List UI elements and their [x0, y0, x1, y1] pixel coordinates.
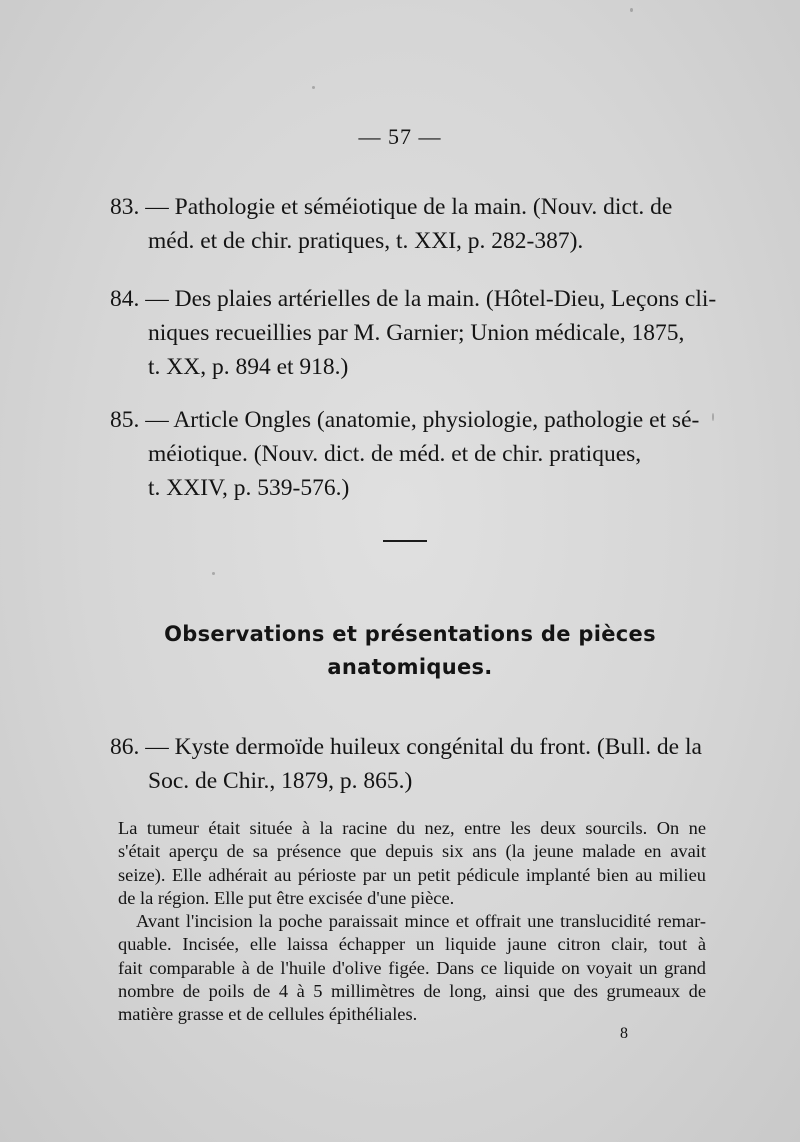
bibliography-entry-84	[110, 282, 717, 384]
scan-speck	[712, 413, 714, 421]
scan-speck	[312, 86, 315, 89]
body-line: seize). Elle adhérait au périoste par un petit pédicule implanté bien au milieu	[118, 864, 706, 885]
scan-speck	[212, 572, 215, 575]
entry-line: méiotique. (Nouv. dict. de méd. et de chir. pratiques,	[148, 441, 642, 467]
body-line: matière grasse et de cellules épithéliales.	[118, 1004, 418, 1025]
body-line: Avant l'incision la poche paraissait mince et offrait une translucidité remar-	[136, 911, 706, 932]
page-number: — 57 —	[358, 124, 442, 149]
section-heading	[120, 618, 700, 684]
body-line: fait comparable à de l'huile d'olive figée. Dans ce liquide on voyait un grand	[118, 957, 706, 978]
entry-line: 83. — Pathologie et séméiotique de la main. (Nouv. dict. de	[110, 194, 673, 220]
body-line: La tumeur était située à la racine du nez, entre les deux sourcils. On ne	[118, 818, 706, 838]
body-line: nombre de poils de 4 à 5 millimètres de long, ainsi que des grumeaux de	[118, 981, 706, 1002]
bibliography-entry-86	[110, 730, 700, 798]
section-heading-line: anatomiques.	[327, 655, 493, 679]
entry-line: 85. — Article Ongles (anatomie, physiologie, pathologie et sé-	[110, 407, 700, 433]
entry-line: niques recueillies par M. Garnier; Union médicale, 1875,	[148, 320, 685, 346]
entry-line: méd. et de chir. pratiques, t. XXI, p. 282-387).	[148, 228, 584, 254]
entry-line: t. XX, p. 894 et 918.)	[148, 354, 349, 380]
entry-line: 84. — Des plaies artérielles de la main. (Hôtel-Dieu, Leçons cli-	[110, 286, 717, 312]
bibliography-entry-85	[110, 403, 700, 505]
entry-line: Soc. de Chir., 1879, p. 865.)	[148, 768, 413, 794]
body-line: quable. Incisée, elle laissa échapper un liquide jaune citron clair, tout à	[118, 934, 706, 955]
body-line: s'était aperçu de sa présence que depuis six ans (la jeune malade en avait	[118, 841, 706, 862]
entry-line: t. XXIV, p. 539-576.)	[148, 475, 350, 501]
signature-mark: 8	[620, 1025, 628, 1042]
section-heading-line: Observations et présentations de pièces	[164, 622, 656, 646]
scan-speck	[630, 8, 633, 12]
section-divider	[383, 540, 427, 542]
entry-line: 86. — Kyste dermoïde huileux congénital du front. (Bull. de la	[110, 734, 702, 760]
body-line: de la région. Elle put être excisée d'une pièce.	[118, 887, 455, 908]
bibliography-entry-83	[110, 190, 700, 258]
observation-text	[118, 817, 706, 1027]
